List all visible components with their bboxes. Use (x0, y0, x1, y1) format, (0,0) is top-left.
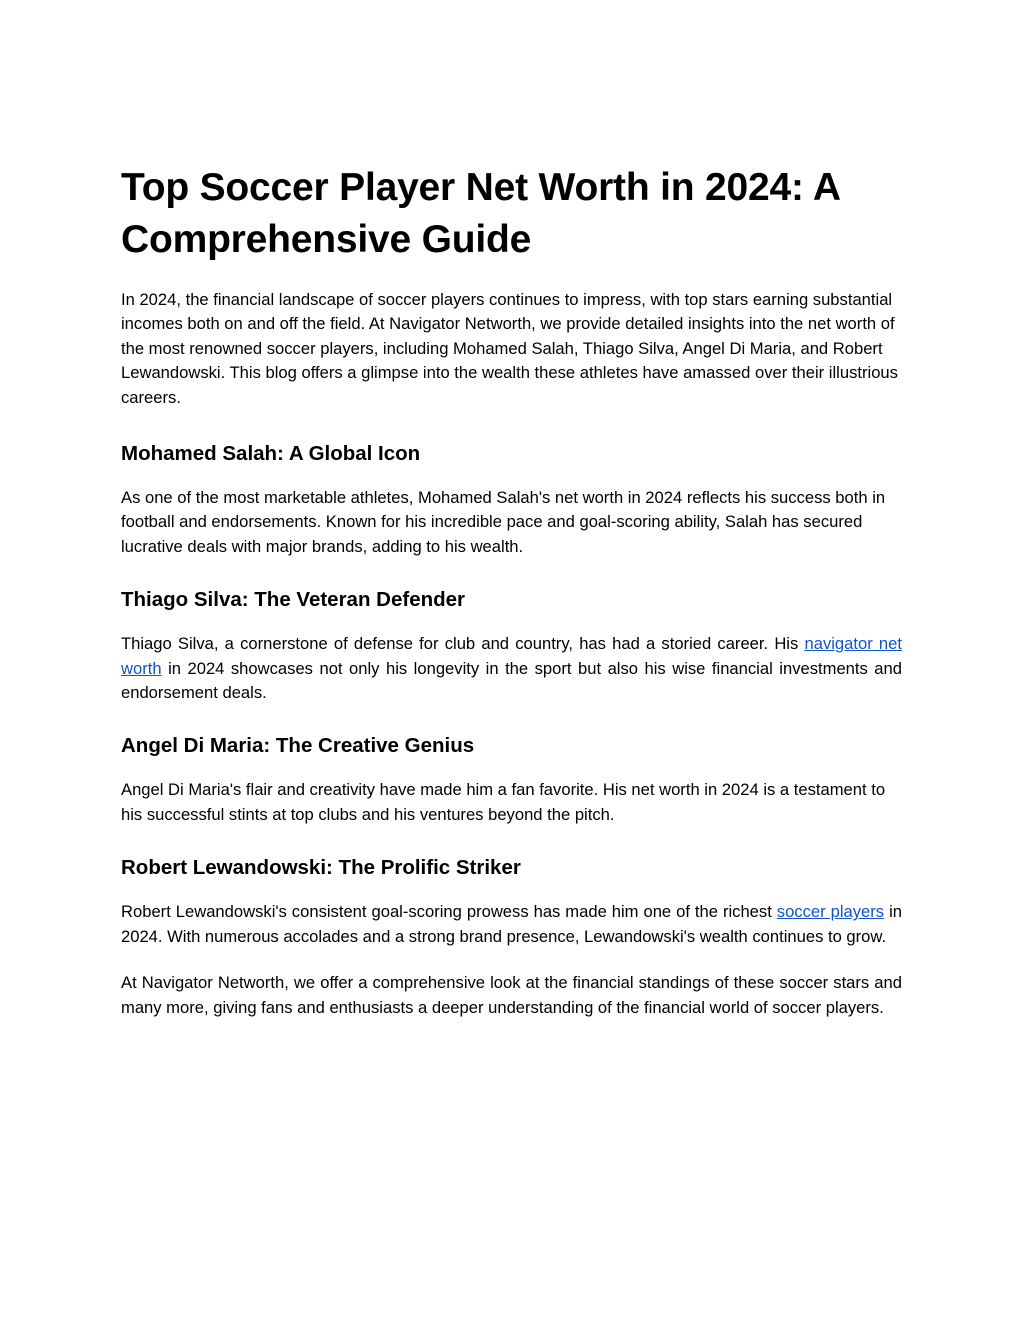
section-body-salah: As one of the most marketable athletes, Mohamed Salah's net worth in 2024 reflects his success both in football and endorsements. Known for his incredible pace and goal-scoring ability, Salah has secured lucrative deals with major brands, adding to his wealth. (121, 488, 886, 556)
section-body-di-maria: Angel Di Maria's flair and creativity have made him a fan favorite. His net worth in 2024 is a testament to his successful stints at top clubs and his ventures beyond the pitch. (121, 780, 886, 824)
closing-paragraph: At Navigator Networth, we offer a comprehensive look at the financial standings of these soccer stars and many more, giving fans and enthusiasts a deeper understanding of the financial world of soccer players. (121, 973, 902, 1017)
navigator-net-worth-link[interactable]: navigator net worth (121, 634, 902, 678)
section-body-silva (121, 632, 902, 705)
section-heading-salah: Mohamed Salah: A Global Icon (121, 442, 421, 466)
document-page (121, 162, 902, 1020)
lewandowski-text-before: Robert Lewandowski's consistent goal-scoring prowess has made him one of the richest (121, 902, 777, 922)
soccer-players-link[interactable]: soccer players (776, 902, 885, 922)
intro-paragraph: In 2024, the financial landscape of soccer players continues to impress, with top stars earning substantial incomes both on and off the field. At Navigator Networth, we provide detailed insights into the net worth of the most renowned soccer players, including Mohamed Salah, Thiago Silva, Angel Di Maria, and Robert Lewandowski. This blog offers a glimpse into the wealth these athletes have amassed over their illustrious careers. (121, 290, 898, 407)
section-heading-di-maria: Angel Di Maria: The Creative Genius (121, 734, 475, 758)
silva-text-after: in 2024 showcases not only his longevity in the sport but also his wise financial investments and endorsement deals. (121, 658, 902, 703)
section-heading-silva: Thiago Silva: The Veteran Defender (121, 588, 466, 612)
lewandowski-text-after: in 2024. With numerous accolades and a strong brand presence, Lewandowski's wealth continues to grow. (121, 902, 902, 946)
section-body-lewandowski (121, 900, 902, 949)
section-heading-lewandowski: Robert Lewandowski: The Prolific Striker (121, 856, 521, 880)
article-title: Top Soccer Player Net Worth in 2024: A Comprehensive Guide (121, 166, 840, 261)
silva-text-before: Thiago Silva, a cornerstone of defense for club and country, has had a storied career. His (121, 634, 805, 654)
